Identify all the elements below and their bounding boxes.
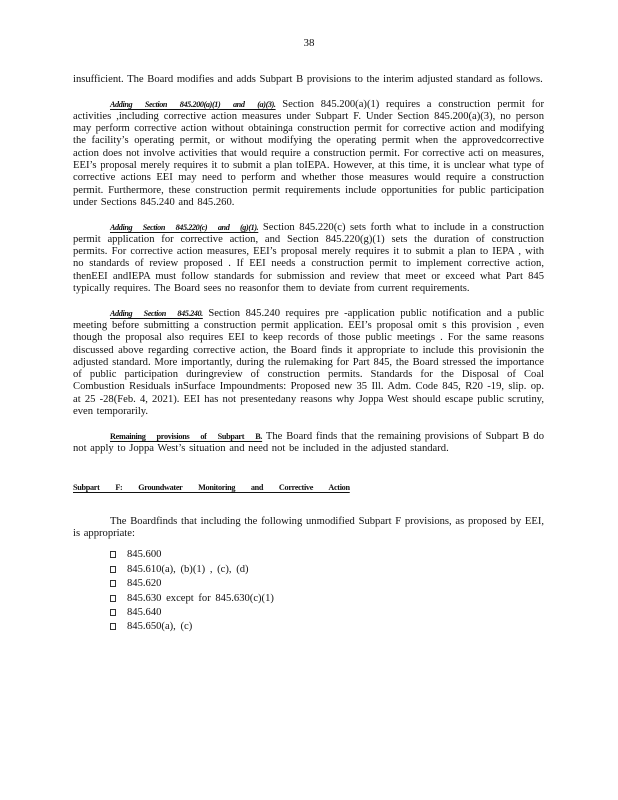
list-item	[73, 548, 544, 562]
bullet-icon	[110, 566, 116, 573]
intro-paragraph: insufficient. The Board modifies and adds Subpart B provisions to the interim adjusted standard as follows.	[73, 74, 543, 85]
document-body	[73, 74, 544, 635]
provision-text: 845.620	[127, 578, 162, 590]
subpart-f-heading: Subpart F: Groundwater Monitoring and Corrective Action	[73, 482, 350, 492]
provisions-list	[73, 548, 544, 634]
section-845-200-text: Section 845.200(a)(1) requires a construction permit for activities ,including corrective action measures under Subpart F. Under Section 845.200(a)(3), no person may perform corrective action without obtaininga construction permit for corrective action and modifying the facility’s operating permit, or without modifying the operating permit when the approvedcorrective action does not involve activities that would require a construction permit. For corrective acti on measures, EEI’s proposal merely requires it to submit a plan toIEPA. However, at this time, it is unclear what type of corrective actions EEI may need to perform and whether those measures would require a construction permit. Furthermore, these construction permit requirements include opportunities for public participation under Sections 845.240 and 845.260.	[73, 98, 544, 208]
section-845-220-text: Section 845.220(c) sets forth what to include in a construction permit application for corrective action, and Section 845.220(g)(1) sets the duration of construction permits. For corrective action measures, EEI’s proposal merely requires it to submit a plan to IEPA , with no standards of review proposed . If EEI needs a construction permit to implement corrective action, thenEEI andIEPA must follow standards for submission and review that meet or exceed what Part 845 typically requires. The Board sees no reasonfor them to deviate from current requirements.	[73, 221, 544, 295]
section-845-200-paragraph	[73, 99, 544, 210]
bullet-icon	[110, 580, 116, 587]
provision-text: 845.630 except for 845.630(c)(1)	[127, 592, 274, 604]
remaining-provisions-text: The Board finds that the remaining provisions of Subpart B do not apply to Joppa West’s situation and need not be included in the adjusted standard.	[73, 430, 544, 454]
bullet-icon	[110, 609, 116, 616]
bullet-icon	[110, 595, 116, 602]
remaining-provisions-paragraph	[73, 431, 544, 456]
section-845-240-heading: Adding Section 845.240.	[110, 308, 203, 318]
bullet-icon	[110, 551, 116, 558]
provision-text: 845.600	[127, 549, 162, 561]
section-845-220-heading: Adding Section 845.220(c) and (g)(1).	[110, 222, 259, 232]
provision-text: 845.650(a), (c)	[127, 621, 193, 633]
section-845-220-paragraph	[73, 222, 544, 296]
list-item	[73, 563, 544, 577]
bullet-icon	[110, 623, 116, 630]
section-845-240-paragraph	[73, 308, 544, 419]
remaining-provisions-heading: Remaining provisions of Subpart B.	[110, 431, 263, 441]
page-number: 38	[303, 37, 315, 49]
list-item	[73, 620, 544, 634]
list-item	[73, 592, 544, 606]
list-item	[73, 577, 544, 591]
subpart-f-intro-paragraph: The Boardfinds that including the following unmodified Subpart F provisions, as proposed by EEI, is appropriate:	[73, 515, 544, 540]
section-845-200-heading: Adding Section 845.200(a)(1) and (a)(3).	[110, 99, 276, 109]
section-845-240-text: Section 845.240 requires pre -application public notification and a public meeting before submitting a construction permit application. EEI’s proposal omit s this provision , even though the proposal also requires EEI to keep records of those public meetings . For the same reasons discussed above regarding corrective action, the Board finds it appropriate to include this provisionin the adjusted standard. More importantly, during the rulemaking for Part 845, the Board stressed the importance of public participation duringreview of construction permits. Standards for the Disposal of Coal Combustion Residuals inSurface Impoundments: Proposed new 35 Ill. Adm. Code 845, R20 -19, slip. op. at 25 -28(Feb. 4, 2021). EEI has not presentedany reasons why Joppa West should escape public scrutiny, even temporarily.	[73, 307, 544, 418]
provision-text: 845.640	[127, 606, 162, 618]
list-item	[73, 606, 544, 620]
provision-text: 845.610(a), (b)(1) , (c), (d)	[127, 563, 249, 575]
